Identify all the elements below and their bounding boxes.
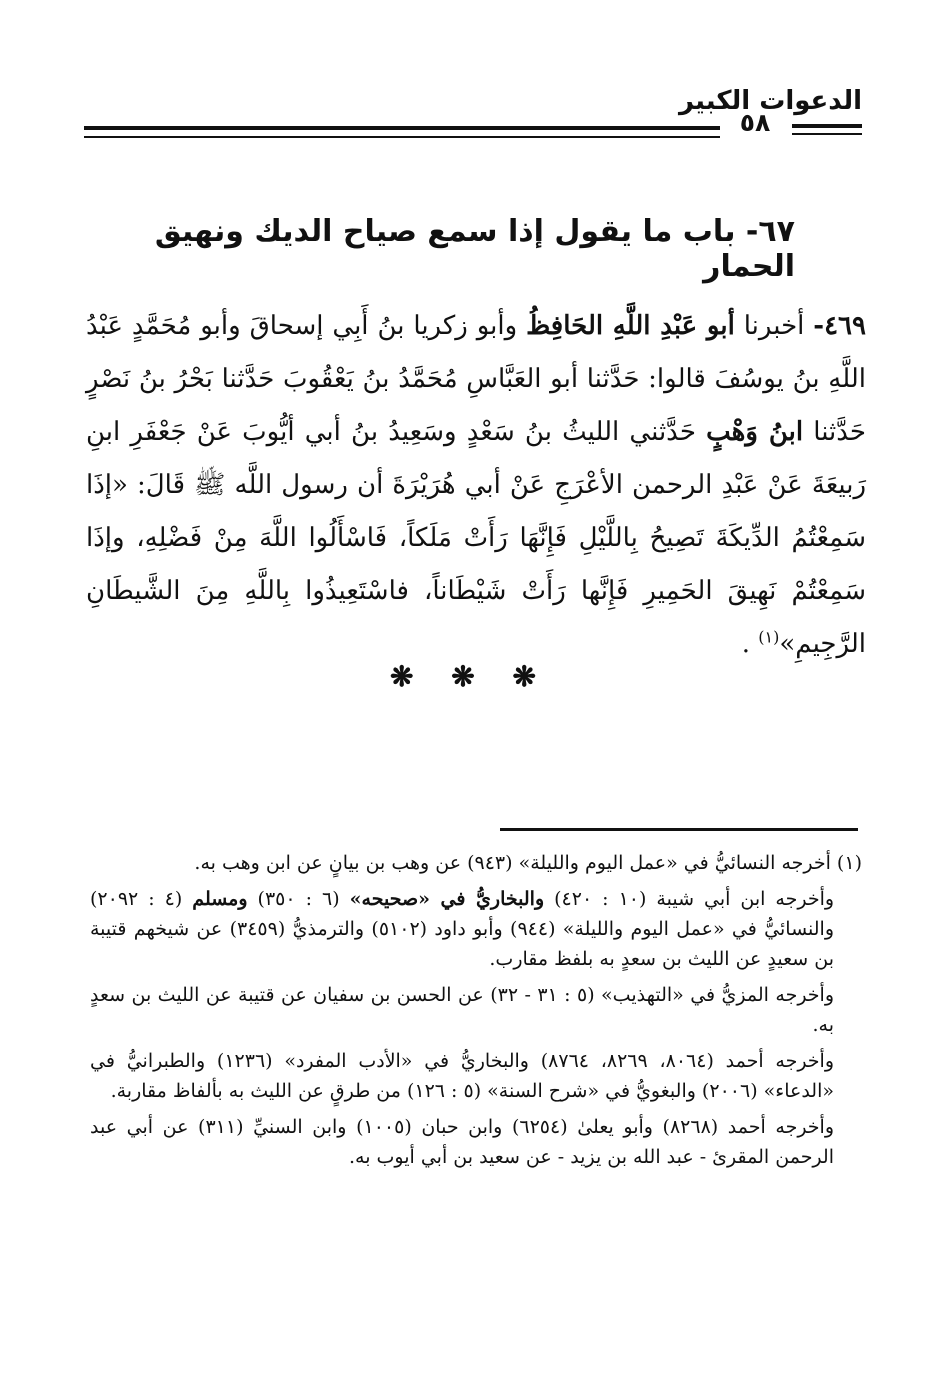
footnote-1: (١) أخرجه النسائيُّ في «عمل اليوم والليلة» (٩٤٣) عن وهب بن بيانٍ عن ابن وهب به. [194,852,862,874]
footnote-text: (٤ : ٢٠٩٢) والنسائيُّ في «عمل اليوم والليلة» (٩٤٤) وأبو داود (٥١٠٢) والترمذيُّ (٣٤٥٩) عن شيخهم قتيبة بن سعيدٍ عن الليث بن سعدٍ به بلفظ مقارب. [90,888,834,970]
footnote-bold-source: والبخاريُّ في «صحيحه» [349,888,545,910]
page-number: ٥٨ [739,108,771,137]
hadith-sheikh-name: أبو عَبْدِ اللَّهِ الحَافِظُ [526,311,735,341]
page-number-rule [792,124,862,128]
hadith-text: أخبرنا [734,311,814,341]
header-rule [84,126,720,130]
hadith-paragraph [86,300,866,671]
footnote-bold-source: ومسلم [192,888,248,910]
footnote-text: وأخرجه ابن أبي شيبة (١٠ : ٤٢٠) [544,888,835,910]
footnote-paragraph: وأخرجه أحمد (٨٢٦٨) وأبو يعلىٰ (٦٢٥٤) وابن حبان (١٠٠٥) وابن السنيِّ (٣١١) عن أبي عبد الرحمن المقرئ - عبد الله بن يزيد - عن سعيد بن أبي أيوب به. [90,1116,834,1168]
footnote-reference[interactable]: (١) [758,627,780,647]
hadith-narrator-name: ابنُ وَهْبٍ [706,417,804,447]
chapter-heading: ٦٧- باب ما يقول إذا سمع صياح الديك ونهيق الحمار [154,214,795,284]
hadith-text: وأبو زكريا بنُ أَبِي إسحاقَ وأبو مُحَمَّدٍ عَبْدُ اللَّهِ بنُ يوسُفَ قالوا: حَدَّثنا أبو العَبَّاسِ مُحَمَّدُ بنُ يَعْقُوبَ حَدَّثنا بَحْرُ بنُ نَصْرٍ حَدَّثنا [86,311,866,447]
hadith-text: حَدَّثني الليثُ بنُ سَعْدٍ وسَعِيدُ بنُ أبي أيُّوبَ عَنْ جَعْفَرِ ابنِ رَبيعَةَ عَنْ عَبْدِ الرحمن الأعْرَجِ عَنْ أبي هُرَيْرَةَ أن رسول اللَّه ﷺ قَالَ: «إذَا سَمِعْتُمُ الدِّيكَةَ تَصِيحُ بِاللَّيْلِ فَإِنَّهَا رَأَتْ مَلَكاً، فَاسْأَلُوا اللَّهَ مِنْ فَضْلِهِ، وإذَا سَمِعْتُمْ نَهِيقَ الحَمِيرِ فَإِنَّها رَأَتْ شَيْطَاناً، فاسْتَعِيذُوا بِاللَّهِ مِنَ الشَّيطَانِ الرَّجِيمِ» [86,417,866,659]
footnotes [90,848,862,1178]
footnote-paragraph [90,884,862,974]
page-number-rule-thin [792,133,862,135]
hadith-end: . [741,629,759,659]
footnote-paragraph: وأخرجه أحمد (٨٠٦٤، ٨٢٦٩، ٨٧٦٤) والبخاريُّ في «الأدب المفرد» (١٢٣٦) والطبرانيُّ في «الدعاء» (٢٠٠٦) والبغويُّ في «شرح السنة» (٥ : ١٢٦) من طرقٍ عن الليث به بألفاظ مقاربة. [90,1050,835,1102]
footnote-paragraph: وأخرجه المزيُّ في «التهذيب» (٥ : ٣١ - ٣٢) عن الحسن بن سفيان عن قتيبة عن الليث بن سعدٍ به. [90,984,835,1036]
running-header-title: الدعوات الكبير [678,86,862,116]
header-rule-thin [84,136,720,138]
footnote-text: (٦ : ٣٥٠) [247,888,350,910]
footnote-rule [500,828,858,831]
hadith-number: ٤٦٩- [813,311,866,341]
section-separator-stars: ❋ ❋ ❋ [390,660,550,693]
